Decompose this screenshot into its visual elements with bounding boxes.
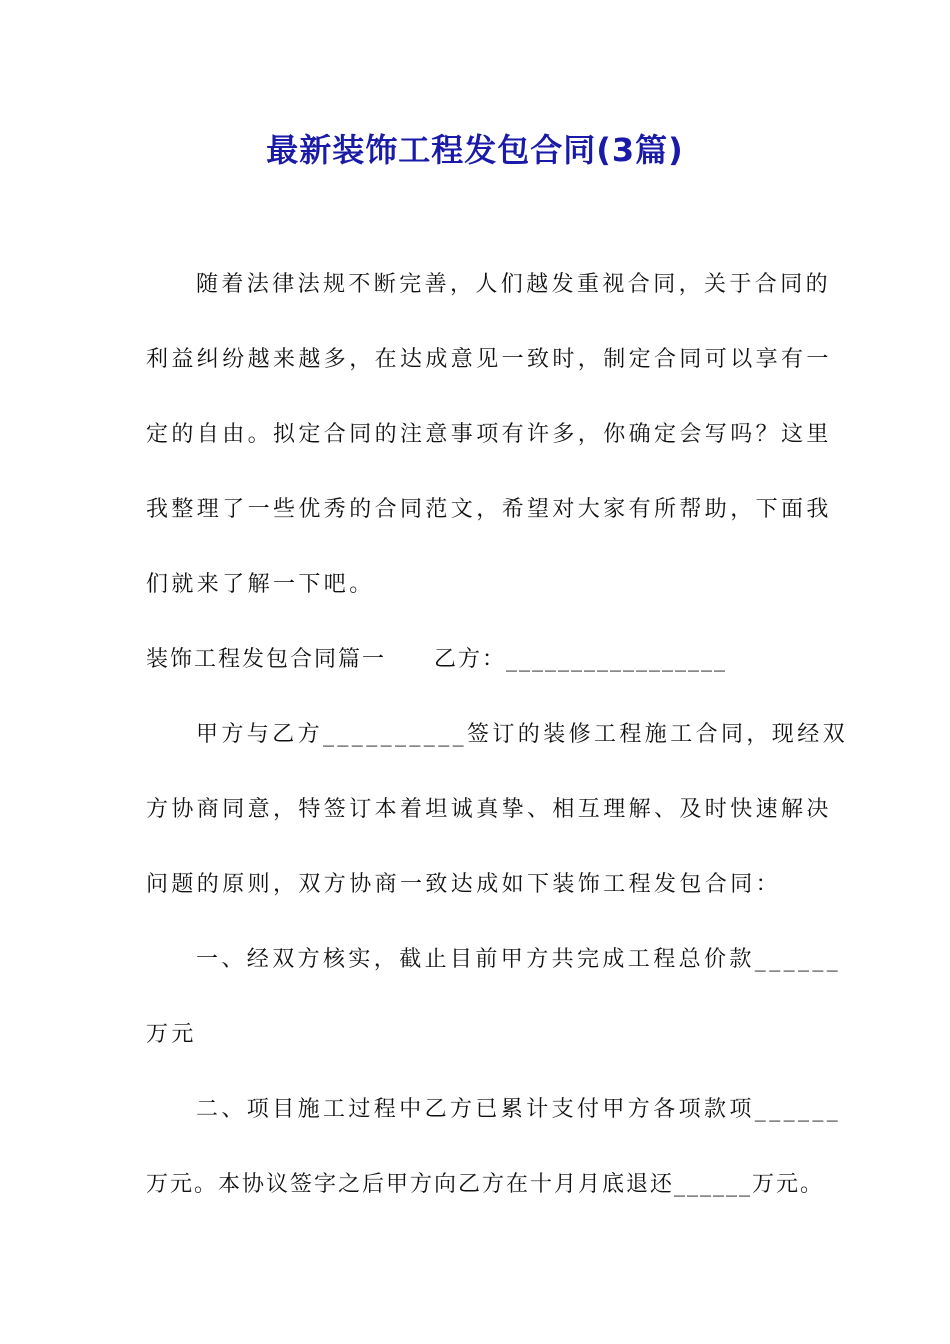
clause-line: 二、项目施工过程中乙方已累计支付甲方各项款项______ [196,1097,842,1122]
paragraph-line: 方协商同意，特签订本着坦诚真挚、相互理解、及时快速解决 [146,797,832,822]
paragraph-line: 们就来了解一下吧。 [146,572,375,597]
paragraph-line: 甲方与乙方__________签订的装修工程施工合同，现经双 [196,722,849,747]
paragraph-line: 我整理了一些优秀的合同范文，希望对大家有所帮助，下面我 [146,497,832,522]
document-title: 最新装饰工程发包合同(3篇) [266,131,684,169]
clause-line: 一、经双方核实，截止目前甲方共完成工程总价款______ [196,947,842,972]
paragraph-line: 定的自由。拟定合同的注意事项有许多，你确定会写吗？这里 [146,422,832,447]
paragraph-line: 问题的原则，双方协商一致达成如下装饰工程发包合同： [146,872,782,897]
section-heading: 装饰工程发包合同篇一 乙方：_________________ [146,647,728,672]
paragraph-line: 利益纠纷越来越多，在达成意见一致时，制定合同可以享有一 [146,347,832,372]
clause-line: 万元。本协议签字之后甲方向乙方在十月月底退还______万元。 [146,1172,825,1197]
paragraph-line: 随着法律法规不断完善，人们越发重视合同，关于合同的 [196,272,832,297]
clause-line: 万元 [146,1022,197,1047]
